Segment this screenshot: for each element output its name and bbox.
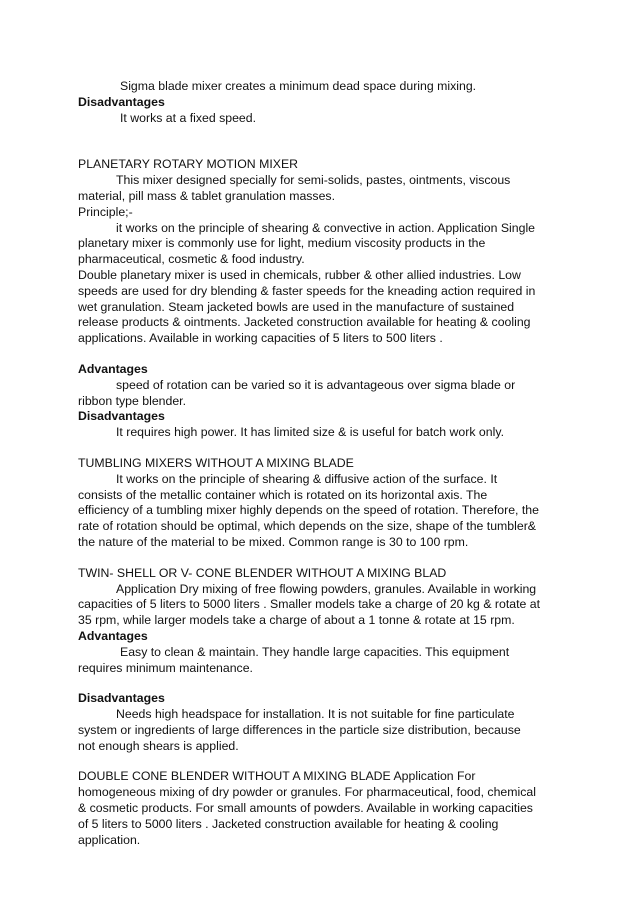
planetary-principle-label: Principle;-	[78, 204, 133, 219]
twinshell-line: 35 rpm, while larger models take a charge of about a 1 tonne & rotate at 15 rpm.	[78, 613, 515, 628]
doublecone-line: & cosmetic products. For small amounts of powders. Available in working capacities	[78, 801, 533, 816]
planetary-desc-line: This mixer designed specially for semi-solids, pastes, ointments, viscous	[116, 173, 511, 188]
planetary-principle-line: release products & ointments. Jacketed construction available for heating & cooling	[78, 315, 531, 330]
twinshell-advantages-line: Easy to clean & maintain. They handle large capacities. This equipment	[120, 644, 510, 659]
planetary-principle-line: speeds are used for dry blending & faster speeds for the kneading action required in	[78, 283, 536, 298]
tumbling-line: efficiency of a tumbling mixer highly depends on the speed of rotation. Therefore, the	[78, 503, 539, 518]
sigma-disadvantages-text: It works at a fixed speed.	[120, 110, 257, 125]
planetary-principle-line: wet granulation. Steam jacketed bowls are used in the manufacture of sustained	[78, 299, 515, 314]
twinshell-disadvantages-line: not enough shears is applied.	[78, 738, 239, 753]
twinshell-disadvantages-line: Needs high headspace for installation. It is not suitable for fine particulate	[116, 707, 515, 722]
twinshell-disadvantages-line: system or ingredients of large differences in the particle size distribution, because	[78, 722, 521, 737]
planetary-principle-line: applications. Available in working capacities of 5 liters to 500 liters .	[78, 331, 443, 346]
planetary-principle-line: it works on the principle of shearing & convective in action. Application Single	[116, 220, 536, 235]
sigma-disadvantages-heading: Disadvantages	[78, 94, 165, 109]
planetary-disadvantages-text: It requires high power. It has limited size & is useful for batch work only.	[116, 425, 504, 440]
planetary-heading: PLANETARY ROTARY MOTION MIXER	[78, 157, 299, 172]
twinshell-line: Application Dry mixing of free flowing powders, granules. Available in working	[116, 581, 537, 596]
tumbling-line: consists of the metallic container which is rotated on its horizontal axis. The	[78, 487, 488, 502]
planetary-advantages-line: ribbon type blender.	[78, 393, 187, 408]
tumbling-line: rate of rotation should be optimal, which depends on the size, shape of the tumbler&	[78, 519, 536, 534]
doublecone-line: DOUBLE CONE BLENDER WITHOUT A MIXING BLADE Application For	[78, 769, 476, 784]
planetary-principle-line: pharmaceutical, cosmetic & food industry.	[78, 252, 305, 267]
planetary-advantages-line: speed of rotation can be varied so it is advantageous over sigma blade or	[116, 377, 516, 392]
planetary-desc-line: material, pill mass & tablet granulation masses.	[78, 188, 335, 203]
twinshell-line: capacities of 5 liters to 5000 liters . Smaller models take a charge of 20 kg & rotate at	[78, 597, 541, 612]
twinshell-advantages-heading: Advantages	[78, 628, 148, 643]
twinshell-advantages-line: requires minimum maintenance.	[78, 660, 253, 675]
planetary-advantages-heading: Advantages	[78, 361, 148, 376]
twinshell-disadvantages-heading: Disadvantages	[78, 691, 165, 706]
planetary-principle-line: planetary mixer is commonly use for light, medium viscosity products in the	[78, 236, 486, 251]
doublecone-line: application.	[78, 832, 141, 847]
doublecone-line: homogeneous mixing of dry powder or granules. For pharmaceutical, food, chemical	[78, 785, 536, 800]
planetary-disadvantages-heading: Disadvantages	[78, 409, 165, 424]
tumbling-heading: TUMBLING MIXERS WITHOUT A MIXING BLADE	[78, 455, 354, 470]
sigma-advantage-text: Sigma blade mixer creates a minimum dead space during mixing.	[120, 79, 477, 93]
planetary-principle-line: Double planetary mixer is used in chemicals, rubber & other allied industries. Low	[78, 267, 521, 282]
twinshell-heading: TWIN- SHELL OR V- CONE BLENDER WITHOUT A MIXING BLAD	[78, 565, 447, 580]
doublecone-line: of 5 liters to 5000 liters . Jacketed construction available for heating & cooling	[78, 816, 499, 831]
tumbling-line: It works on the principle of shearing & diffusive action of the surface. It	[116, 471, 498, 486]
tumbling-line: the nature of the material to be mixed. Common range is 30 to 100 rpm.	[78, 534, 469, 549]
document-page	[78, 79, 568, 848]
